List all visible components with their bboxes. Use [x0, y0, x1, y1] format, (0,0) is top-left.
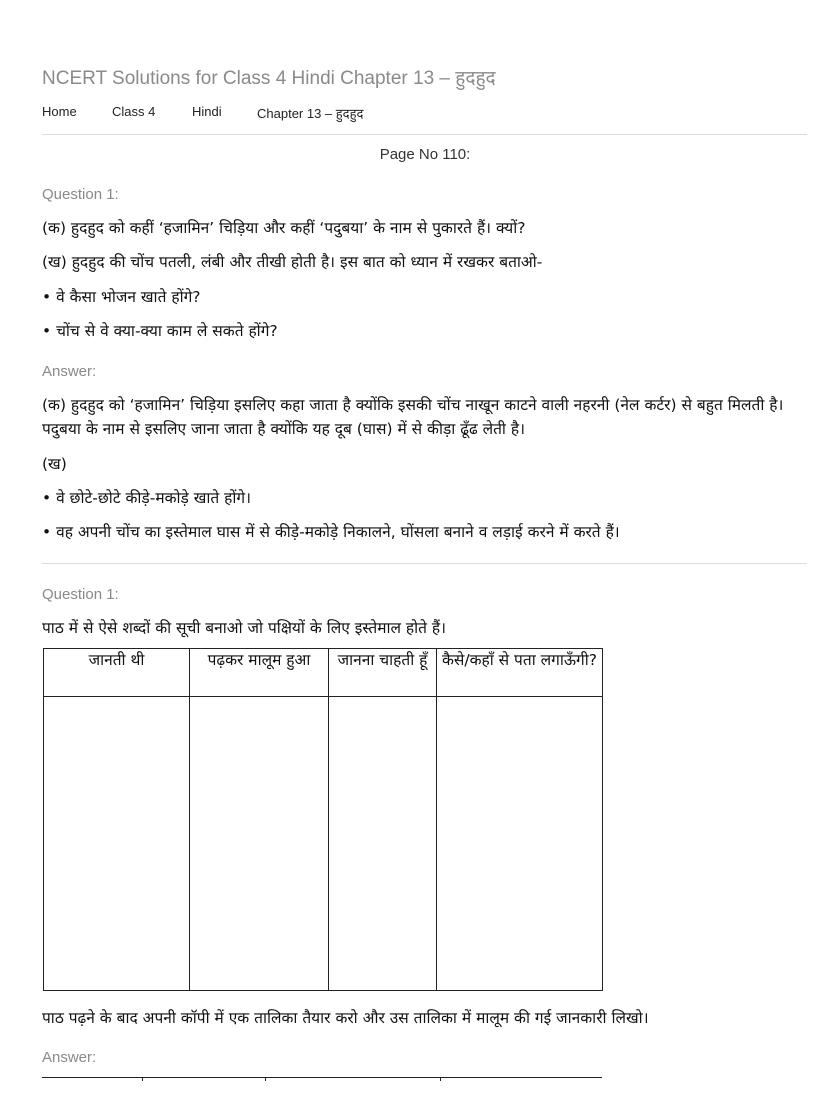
table-header: जानना चाहती हूँ — [329, 649, 437, 697]
table-top-border — [42, 1077, 602, 1078]
breadcrumb-current: Chapter 13 – हुदहुद — [257, 106, 364, 121]
breadcrumb-home[interactable]: Home — [42, 104, 77, 119]
question-line: (ख) हुदहुद की चोंच पतली, लंबी और तीखी होती है। इस बात को ध्यान में रखकर बताओ- — [42, 253, 543, 271]
table-cell — [329, 697, 437, 991]
question-bullet: • चोंच से वे क्या-क्या काम ले सकते होंगे? — [42, 322, 278, 340]
page-title: NCERT Solutions for Class 4 Hindi Chapter 13 – हुदहुद — [42, 68, 496, 89]
answer-paragraph: (क) हुदहुद को ‘हजामिन’ चिड़िया इसलिए कहा जाता है क्योंकि इसकी चोंच नाखून काटने वाली नहरनी (नेल कर्टर) से बहुत मिलती है। पदुबया के नाम से इसलिए जाना जाता है क्योंकि यह दूब (घास) में से कीड़ा ढूँढ लेती है। — [42, 396, 784, 438]
answer-label: Answer: — [42, 1049, 97, 1066]
answer-label: Answer: — [42, 363, 97, 380]
table-header: कैसे/कहाँ से पता लगाऊँगी? — [437, 649, 603, 697]
table-header: जानती थी — [44, 649, 190, 697]
page-number: Page No 110: — [379, 146, 471, 163]
divider — [42, 134, 807, 135]
question-intro: पाठ में से ऐसे शब्दों की सूची बनाओ जो पक्षियों के लिए इस्तेमाल होते हैं। — [42, 619, 447, 637]
answer-bullet: • वह अपनी चोंच का इस्तेमाल घास में से कीड़े-मकोड़े निकालने, घोंसला बनाने व लड़ाई करने में करते हैं। — [42, 523, 620, 541]
table-header: पढ़कर मालूम हुआ — [190, 649, 329, 697]
question-bullet: • वे कैसा भोजन खाते होंगे? — [42, 288, 201, 306]
divider — [42, 563, 807, 564]
table-row — [44, 697, 603, 991]
table-cell — [437, 697, 603, 991]
answer-line: (ख) — [42, 455, 67, 473]
table-cell — [44, 697, 190, 991]
table-column-divider — [142, 1077, 143, 1081]
table-header-row — [44, 649, 603, 697]
breadcrumb-hindi[interactable]: Hindi — [192, 104, 222, 119]
table-column-divider — [265, 1077, 266, 1081]
question-label: Question 1: — [42, 186, 119, 203]
question-line: (क) हुदहुद को कहीं ‘हजामिन’ चिड़िया और कहीं ‘पदुबया’ के नाम से पुकारते हैं। क्यों? — [42, 219, 526, 237]
question-instruction: पाठ पढ़ने के बाद अपनी कॉपी में एक तालिका तैयार करो और उस तालिका में मालूम की गई जानकारी लिखो। — [42, 1009, 649, 1027]
question-label: Question 1: — [42, 586, 119, 603]
table-cell — [190, 697, 329, 991]
breadcrumb-class-4[interactable]: Class 4 — [112, 104, 156, 119]
word-table — [43, 648, 603, 991]
answer-bullet: • वे छोटे-छोटे कीड़े-मकोड़े खाते होंगे। — [42, 489, 252, 507]
table-column-divider — [440, 1077, 441, 1081]
